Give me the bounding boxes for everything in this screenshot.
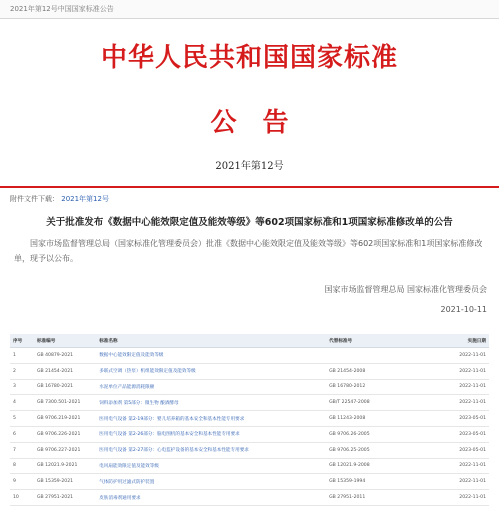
- table-row: [10, 442, 489, 458]
- cell-replaces: GB 9706.25-2005: [326, 442, 431, 458]
- cell-no: 3: [10, 379, 34, 395]
- cell-name[interactable]: 医用电气设备 第2-27部分：心电监护设备的基本安全和基本性能专用要求: [96, 442, 326, 458]
- cell-code: GB 27951-2021: [34, 490, 96, 506]
- cell-replaces: GB 11243-2008: [326, 411, 431, 427]
- cell-date: 2022-11-01: [432, 395, 490, 411]
- table-header-row: [10, 334, 489, 348]
- cell-no: 7: [10, 442, 34, 458]
- cell-date: 2022-11-01: [432, 490, 490, 506]
- cell-name[interactable]: 数据中心能效限定值及能效等级: [96, 348, 326, 364]
- col-header-replaces: 代替标准号: [326, 334, 431, 348]
- notice-label: 公告: [210, 108, 315, 138]
- col-header-code: 标准编号: [34, 334, 96, 348]
- cell-no: 5: [10, 411, 34, 427]
- table-row: [10, 348, 489, 364]
- cell-no: 2: [10, 363, 34, 379]
- breadcrumb-text: 2021年第12号中国国家标准公告: [10, 5, 114, 13]
- doc-number: 2021年第12号: [215, 161, 284, 172]
- attachment-label: 附件文件下载：: [10, 195, 59, 203]
- cell-date: 2022-11-01: [432, 458, 490, 474]
- cell-code: GB 9706.226-2021: [34, 426, 96, 442]
- cell-code: GB 9706.219-2021: [34, 411, 96, 427]
- cell-name[interactable]: 水泥单位产品能源消耗限额: [96, 379, 326, 395]
- cell-replaces: GB 12021.9-2008: [326, 458, 431, 474]
- cell-date: 2022-11-01: [432, 379, 490, 395]
- attachment-link[interactable]: 2021年第12号: [61, 195, 109, 203]
- cell-code: GB 16780-2021: [34, 379, 96, 395]
- cell-code: GB 12021.9-2021: [34, 458, 96, 474]
- cell-name[interactable]: 多联式空调（热泵）机组能效限定值及能效等级: [96, 363, 326, 379]
- cell-code: GB 7300.501-2021: [34, 395, 96, 411]
- cell-name[interactable]: 气体防护用过滤式防护装置: [96, 474, 326, 490]
- cell-no: 8: [10, 458, 34, 474]
- table-row: [10, 379, 489, 395]
- table-row: [10, 411, 489, 427]
- standards-table: [10, 334, 489, 506]
- cell-name[interactable]: 医用电气设备 第2-26部分：脑电图机的基本安全和基本性能专用要求: [96, 426, 326, 442]
- attachment-row: [0, 188, 499, 210]
- cell-date: 2022-11-01: [432, 348, 490, 364]
- page-title: 中华人民共和国国家标准: [100, 43, 398, 73]
- cell-no: 10: [10, 490, 34, 506]
- col-header-date: 实施日期: [432, 334, 490, 348]
- table-row: [10, 363, 489, 379]
- cell-replaces: GB 27951-2011: [326, 490, 431, 506]
- standards-table-container: [10, 334, 489, 506]
- table-row: [10, 458, 489, 474]
- announcement-body: 国家市场监督管理总局（国家标准化管理委员会）批准《数据中心能效限定值及能效等级》等602项国家标准和1项国家标准修改单，现予以公布。: [14, 239, 483, 263]
- cell-name[interactable]: 电风扇能效限定值及能效等级: [96, 458, 326, 474]
- col-header-no: 序号: [10, 334, 34, 348]
- cell-date: 2022-11-01: [432, 363, 490, 379]
- cell-date: 2023-05-01: [432, 411, 490, 427]
- cell-replaces: GB/T 22547-2008: [326, 395, 431, 411]
- breadcrumb: [0, 0, 499, 19]
- table-row: [10, 426, 489, 442]
- cell-date: 2023-05-01: [432, 442, 490, 458]
- sign-date: 2021-10-11: [440, 305, 487, 314]
- issuer: 国家市场监督管理总局 国家标准化管理委员会: [324, 285, 487, 294]
- cell-date: 2022-11-01: [432, 474, 490, 490]
- cell-name[interactable]: 医用电气设备 第2-19部分：婴儿培养箱的基本安全和基本性能专用要求: [96, 411, 326, 427]
- cell-replaces: [326, 348, 431, 364]
- cell-code: GB 40879-2021: [34, 348, 96, 364]
- announcement-heading: 关于批准发布《数据中心能效限定值及能效等级》等602项国家标准和1项国家标准修改单的公告: [46, 217, 453, 228]
- cell-code: GB 21454-2021: [34, 363, 96, 379]
- table-row: [10, 490, 489, 506]
- cell-code: GB 15359-2021: [34, 474, 96, 490]
- cell-date: 2023-05-01: [432, 426, 490, 442]
- cell-name[interactable]: 皮肤消毒剂通用要求: [96, 490, 326, 506]
- cell-name[interactable]: 饲料添加剂 第5部分：微生物 酿酒酵母: [96, 395, 326, 411]
- cell-replaces: GB 16780-2012: [326, 379, 431, 395]
- table-row: [10, 474, 489, 490]
- cell-replaces: GB 15359-1994: [326, 474, 431, 490]
- cell-no: 4: [10, 395, 34, 411]
- cell-no: 1: [10, 348, 34, 364]
- cell-no: 9: [10, 474, 34, 490]
- cell-code: GB 9706.227-2021: [34, 442, 96, 458]
- cell-no: 6: [10, 426, 34, 442]
- table-row: [10, 395, 489, 411]
- cell-replaces: GB 9706.26-2005: [326, 426, 431, 442]
- cell-replaces: GB 21454-2008: [326, 363, 431, 379]
- col-header-name: 标准名称: [96, 334, 326, 348]
